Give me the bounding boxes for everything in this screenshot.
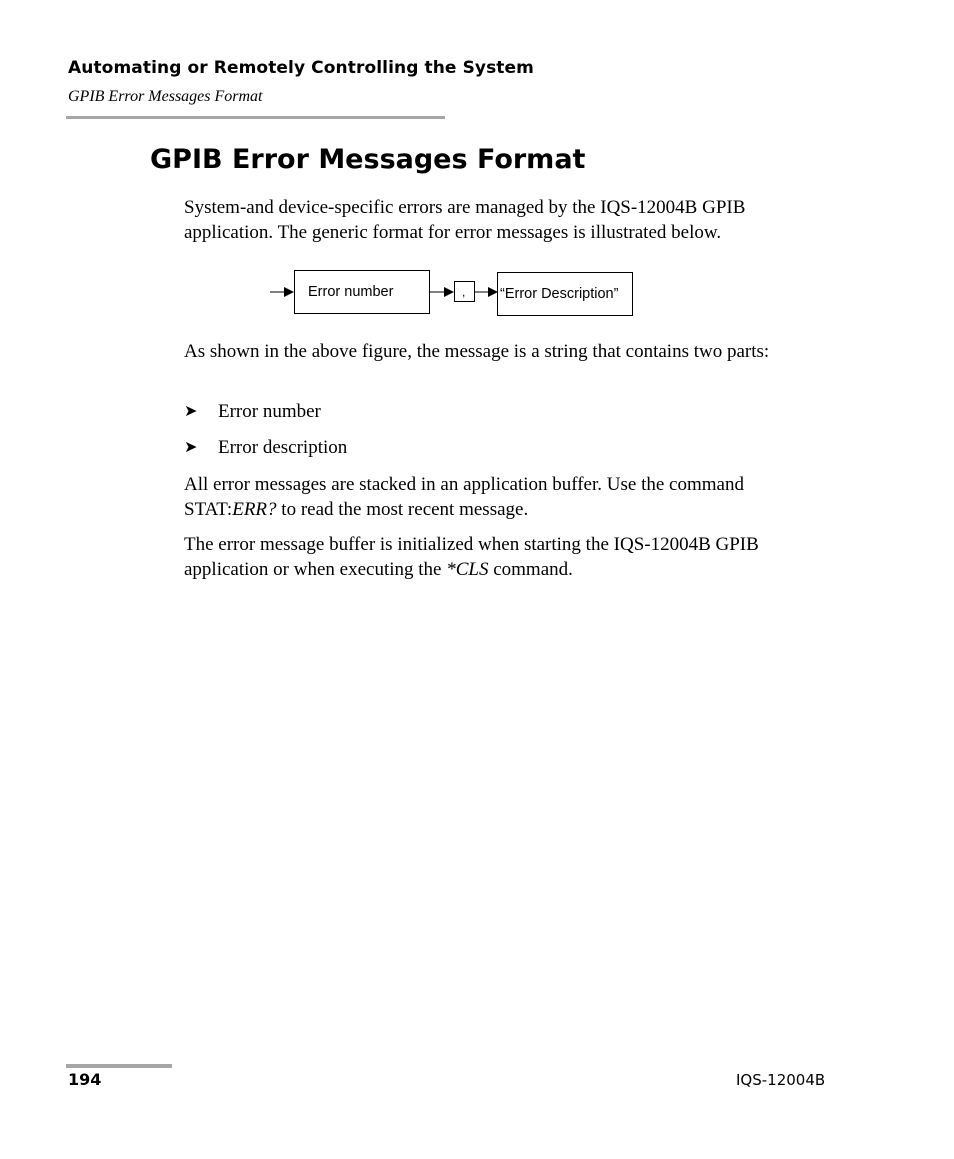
running-header-subtitle: GPIB Error Messages Format bbox=[68, 88, 263, 105]
bullet-arrow-icon: ➤ bbox=[184, 403, 198, 420]
input-arrowhead bbox=[284, 287, 294, 297]
error-number-box-label: Error number bbox=[308, 284, 394, 300]
list-item-text: Error number bbox=[218, 401, 321, 422]
comma-separator-label: , bbox=[462, 285, 466, 299]
parts-paragraph: As shown in the above figure, the message is a string that contains two parts: bbox=[184, 341, 770, 362]
document-id: IQS-12004B bbox=[736, 1071, 826, 1089]
section-heading: GPIB Error Messages Format bbox=[150, 144, 586, 175]
page-number: 194 bbox=[68, 1070, 102, 1089]
separator-arrowhead bbox=[444, 287, 454, 297]
init-text-start: The error message buffer is initialized when starting the IQS-12004B GPIB application or when executing the bbox=[184, 534, 759, 580]
init-text-end: command. bbox=[488, 558, 573, 580]
buffer-text-end: to read the most recent message. bbox=[276, 498, 529, 520]
bullet-arrow-icon: ➤ bbox=[184, 439, 198, 456]
init-paragraph bbox=[184, 533, 824, 582]
buffer-text-start: All error messages are stacked in an application buffer. Use the command STAT: bbox=[184, 474, 744, 520]
buffer-paragraph bbox=[184, 473, 824, 522]
error-description-box-label: “Error Description” bbox=[500, 286, 619, 302]
running-header-title: Automating or Remotely Controlling the System bbox=[68, 58, 534, 78]
cls-command: *CLS bbox=[446, 558, 489, 580]
list-item-text: Error description bbox=[218, 437, 348, 458]
footer-divider bbox=[66, 1064, 172, 1068]
header-divider bbox=[66, 116, 445, 119]
stat-err-command: ERR? bbox=[232, 498, 277, 520]
description-arrowhead bbox=[488, 287, 498, 297]
intro-paragraph: System-and device-specific errors are managed by the IQS-12004B GPIB application. The generic format for error messages is illustrated below. bbox=[184, 197, 746, 243]
error-format-diagram bbox=[260, 262, 660, 322]
